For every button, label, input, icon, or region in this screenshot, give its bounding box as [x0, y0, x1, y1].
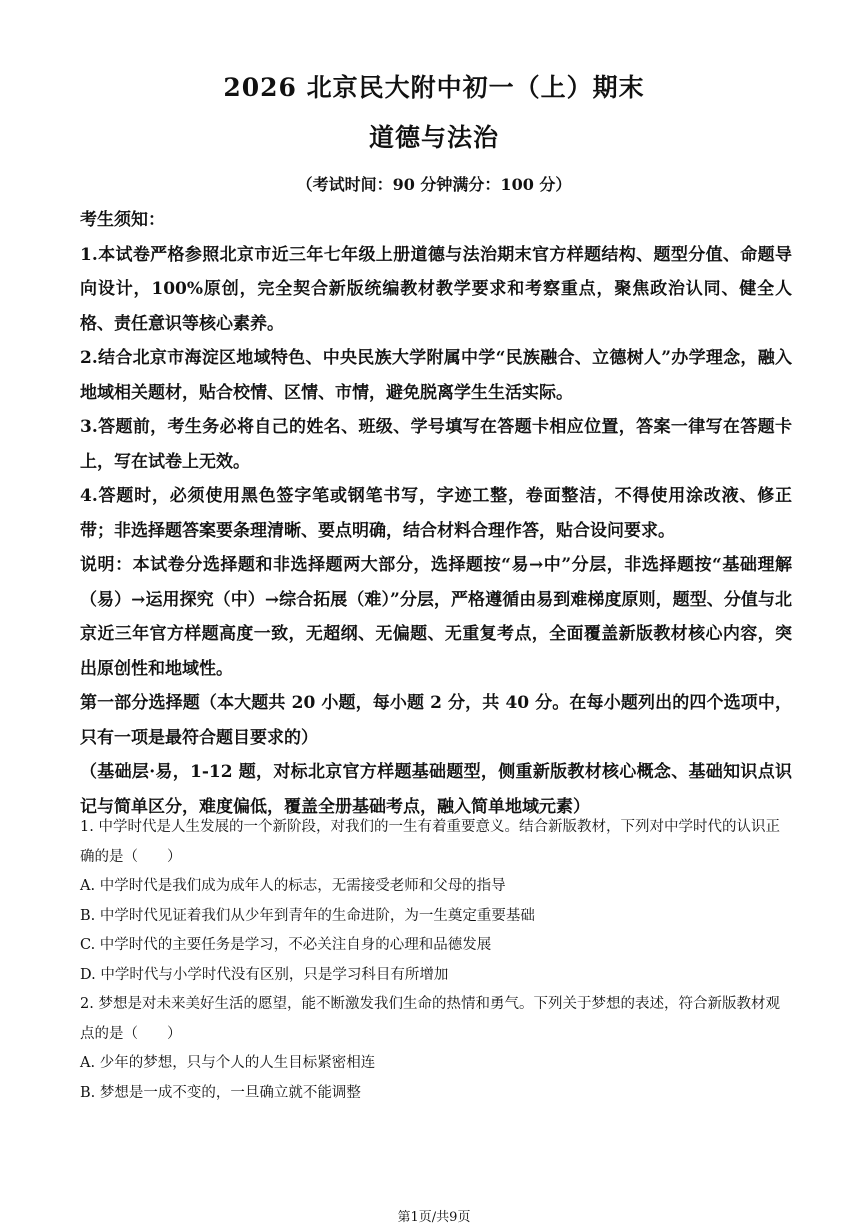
- question-1-stem: 1. 中学时代是人生发展的一个新阶段，对我们的一生有着重要意义。结合新版教材，下列对中学时代的认识正确的是（ ）: [80, 819, 780, 865]
- instruction-item: 2.结合北京市海淀区地域特色、中央民族大学附属中学“民族融合、立德树人”办学理念，融入地域相关题材，贴合校情、区情、市情，避免脱离学生生活实际。: [80, 348, 792, 403]
- question-2-option-a: A. 少年的梦想，只与个人的人生目标紧密相连: [80, 1055, 376, 1071]
- subject-title: 道德与法治: [368, 123, 499, 152]
- question-1-option-c: C. 中学时代的主要任务是学习，不必关注自身的心理和品德发展: [80, 937, 492, 953]
- questions: [80, 813, 792, 1108]
- instruction-item: 1.本试卷严格参照北京市近三年七年级上册道德与法治期末官方样题结构、题型分值、命题导向设计，100%原创，完全契合新版统编教材教学要求和考察重点，聚焦政治认同、健全人格、责任意识等核心素养。: [80, 244, 792, 334]
- exam-title: 2026 北京民大附中初一（上）期末: [223, 73, 645, 102]
- question-1-option-b: B. 中学时代见证着我们从少年到青年的生命进阶，为一生奠定重要基础: [80, 907, 535, 924]
- question-2-stem: 2. 梦想是对未来美好生活的愿望，能不断激发我们生命的热情和勇气。下列关于梦想的表述，符合新版教材观点的是（ ）: [80, 996, 780, 1042]
- instructions: [80, 203, 792, 824]
- instruction-item: 3.答题前，考生务必将自己的姓名、班级、学号填写在答题卡相应位置，答案一律写在答题卡上，写在试卷上无效。: [80, 417, 792, 472]
- instructions-heading: 考生须知：: [80, 210, 165, 230]
- page-number: 第1页/共9页: [397, 1210, 471, 1225]
- section-subheading: （基础层·易，1-12 题，对标北京官方样题基础题型，侧重新版教材核心概念、基础知识点识记与简单区分，难度偏低，覆盖全册基础考点，融入简单地域元素）: [80, 762, 792, 817]
- exam-info: （考试时间：90 分钟满分：100 分）: [296, 175, 572, 194]
- question-2-option-b: B. 梦想是一成不变的，一旦确立就不能调整: [80, 1084, 361, 1101]
- section-heading: 第一部分选择题（本大题共 20 小题，每小题 2 分，共 40 分。在每小题列出的四个选项中，只有一项是最符合题目要求的）: [80, 693, 792, 748]
- question-1-option-a: A. 中学时代是我们成为成年人的标志，无需接受老师和父母的指导: [80, 878, 506, 894]
- instruction-item: 4.答题时，必须使用黑色签字笔或钢笔书写，字迹工整，卷面整洁，不得使用涂改液、修正带；非选择题答案要条理清晰、要点明确，结合材料合理作答，贴合设问要求。: [80, 486, 792, 541]
- instruction-note: 说明：本试卷分选择题和非选择题两大部分，选择题按“易→中”分层，非选择题按“基础理解（易）→运用探究（中）→综合拓展（难）”分层，严格遵循由易到难梯度原则，题型、分值与北京近三年官方样题高度一致，无超纲、无偏题、无重复考点，全面覆盖新版教材核心内容，突出原创性和地域性。: [80, 555, 792, 679]
- question-1-option-d: D. 中学时代与小学时代没有区别，只是学习科目有所增加: [80, 966, 449, 983]
